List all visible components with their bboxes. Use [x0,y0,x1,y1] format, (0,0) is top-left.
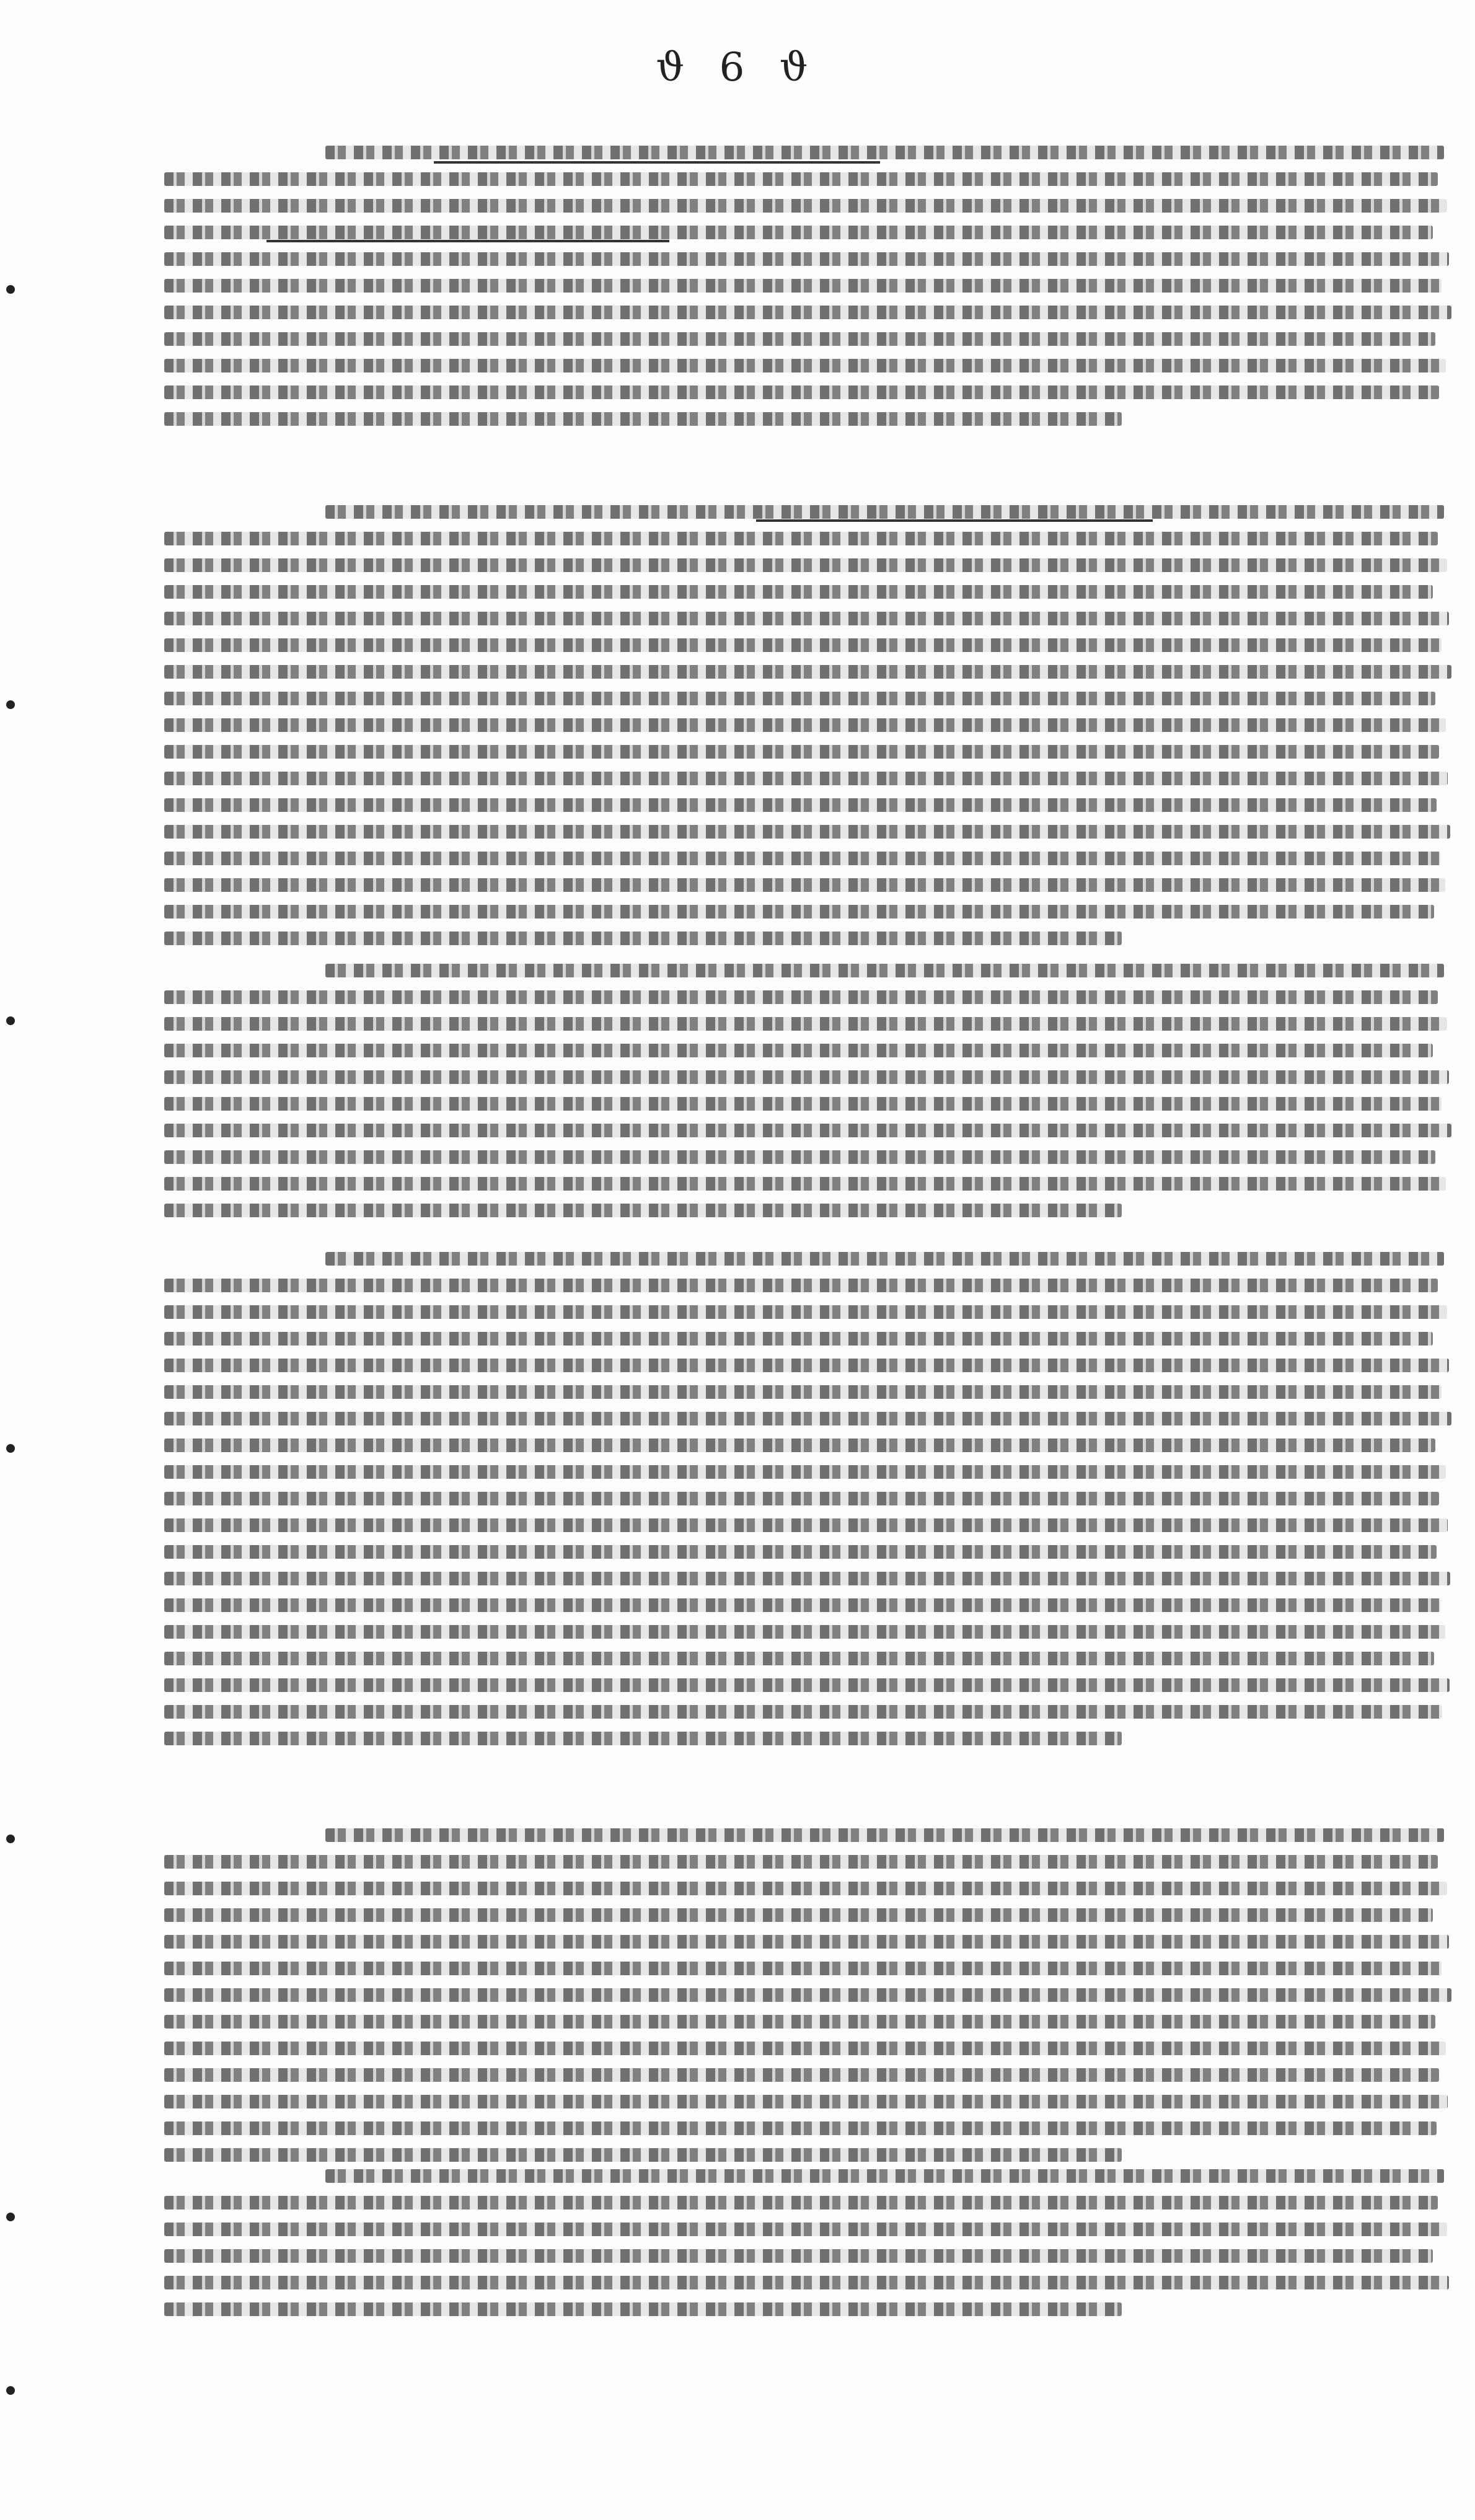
text-line [325,1252,1444,1266]
text-line [164,1652,1434,1665]
text-line [164,1279,1438,1292]
text-line [164,1935,1449,1949]
text-line [164,172,1438,186]
text-line [164,852,1440,865]
page-number: ϑ 6 ϑ [656,45,819,90]
margin-mark [6,1444,15,1453]
text-line [164,1438,1435,1452]
text-line [164,1305,1447,1319]
underline [266,240,669,242]
text-line [164,798,1437,812]
text-line [164,878,1445,892]
text-line [164,825,1450,839]
text-line [164,1124,1451,1137]
text-line [164,359,1446,372]
text-line [325,1828,1444,1842]
text-line [164,2068,1439,2082]
text-line [164,772,1448,785]
text-line [164,226,1433,239]
text-line [325,146,1444,159]
text-line [164,1359,1449,1372]
margin-mark [6,2386,15,2395]
text-line [164,1465,1446,1479]
underline [434,161,880,164]
text-line [164,1385,1442,1399]
text-line [164,1732,1122,1745]
text-line [164,412,1122,426]
text-line [164,990,1438,1004]
text-line [164,306,1451,319]
text-line [164,1908,1433,1922]
text-line [325,505,1444,519]
text-line [164,585,1433,599]
text-line [164,1332,1433,1346]
text-line [164,1678,1450,1692]
margin-mark [6,1016,15,1025]
text-line [164,2302,1122,2316]
text-line [164,2276,1449,2289]
text-line [164,532,1438,545]
text-line [164,1097,1442,1111]
text-line [164,1625,1445,1639]
text-line [164,1988,1451,2002]
text-line [164,1150,1435,1164]
text-line [164,1705,1442,1719]
margin-mark [6,2213,15,2221]
text-line [164,1572,1450,1585]
text-line [164,332,1435,346]
text-line [164,2148,1122,2162]
text-line [164,1492,1439,1505]
text-line [164,718,1446,732]
text-line [164,1412,1451,1425]
text-line [164,612,1449,625]
text-line [164,1962,1442,1975]
text-line [325,964,1444,977]
text-line [164,385,1439,399]
text-line [164,1598,1440,1612]
margin-mark [6,700,15,709]
text-line [164,905,1434,919]
margin-mark [6,1835,15,1843]
text-line [164,692,1435,705]
text-line [164,2015,1435,2029]
text-line [164,2249,1433,2263]
text-line [164,1017,1447,1031]
text-line [164,1855,1438,1869]
text-line [164,638,1442,652]
text-line [164,745,1439,759]
text-line [164,2196,1438,2209]
text-line [325,2169,1444,2183]
text-line [164,1044,1433,1057]
text-line [164,665,1451,679]
text-line [164,2223,1447,2236]
text-line [164,199,1447,213]
text-line [164,1518,1448,1532]
text-line [164,2095,1448,2108]
text-line [164,252,1449,266]
text-line [164,932,1122,945]
text-line [164,1882,1447,1895]
margin-mark [6,285,15,294]
text-line [164,1070,1449,1084]
text-line [164,558,1447,572]
text-line [164,1177,1446,1191]
text-line [164,2121,1437,2135]
underline [756,519,1153,522]
text-line [164,1204,1122,1217]
text-line [164,2042,1446,2055]
text-line [164,1545,1437,1559]
text-line [164,279,1442,293]
